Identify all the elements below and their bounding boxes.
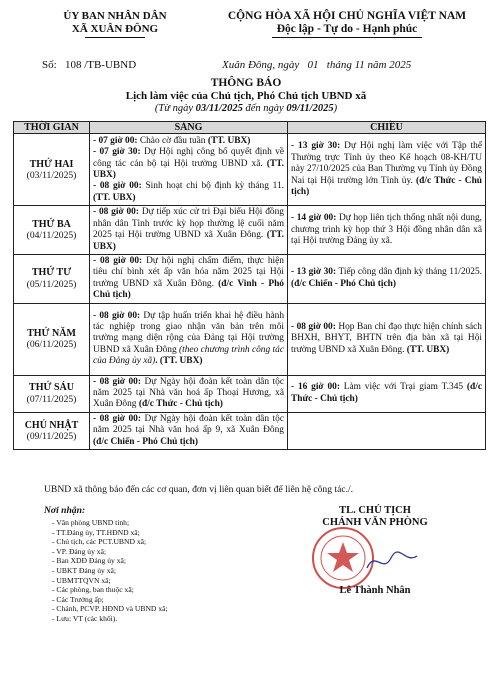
schedule-item (93, 207, 284, 253)
item-text: Dự Ngày hội đoàn kết toàn dân tộc năm 2025 tại Nhà văn hoá ấp Thoại Hương, xã Xuân Đông (93, 376, 284, 410)
recipient-item: - VP. Đảng ủy xã; (52, 546, 107, 556)
item-lead: (đ/c Thức - Chủ tịch) (291, 382, 482, 404)
table-row (14, 412, 486, 449)
afternoon-cell (288, 375, 486, 412)
item-time: - 08 giờ 00: (93, 256, 143, 267)
item-lead: (đ/c Chiến - Phó Chủ tịch) (93, 436, 198, 447)
schedule-item (93, 136, 284, 147)
day-name: THỨ BA (32, 218, 71, 230)
afternoon-cell (288, 134, 486, 206)
document-number (42, 59, 136, 71)
day-name: CHỦ NHẬT (24, 419, 79, 431)
day-date: (04/11/2025) (26, 230, 77, 242)
day-cell (14, 412, 90, 449)
official-seal (305, 520, 425, 595)
item-lead: (đ/c Thức - Chủ tịch) (138, 399, 223, 410)
schedule-item (291, 382, 482, 405)
table-row (14, 206, 486, 255)
item-lead: (đ/c Chiến - Phó Chủ tịch) (291, 278, 396, 289)
day-name: THỨ SÁU (29, 382, 74, 394)
recipients-list (52, 518, 168, 624)
day-name: THỨ NĂM (27, 327, 76, 339)
national-motto (212, 10, 482, 38)
range-close: ) (333, 103, 338, 114)
item-lead: (TT. UBX) (93, 192, 136, 203)
signature-block (310, 505, 440, 529)
header-time: THỜI GIAN (14, 122, 90, 134)
schedule-item (93, 377, 284, 411)
morning-cell (90, 303, 288, 375)
item-time: - 08 giờ 00: (93, 310, 141, 321)
item-lead: (đ/c Thức - Chủ tịch) (291, 175, 482, 198)
sign-line-1: TL. CHỦ TỊCH (339, 505, 411, 516)
number-label: Số: (42, 59, 57, 71)
item-lead: . (TT. UBX) (155, 356, 203, 367)
item-time: - 14 giờ 00: (291, 213, 337, 224)
recipient-item: - Lưu: VT (các khối). (52, 613, 118, 623)
item-lead: (TT. UBX) (93, 230, 284, 252)
agency-line-1: ỦY BAN NHÂN DÂN (63, 10, 167, 22)
morning-cell (90, 412, 288, 449)
schedule-item (291, 213, 482, 247)
table-header-row (14, 122, 486, 134)
schedule-table (13, 121, 486, 450)
morning-cell (90, 134, 288, 206)
item-text: Dự hội nghị chấm điểm, thực hiện tiêu chí bình xét ấp văn hóa năm 2025 tại Hội trường UBND xã Xuân Đông. (93, 256, 284, 289)
table-row (14, 375, 486, 412)
nation-line-1: CỘNG HÒA XÃ HỘI CHỦ NGHĨA VIỆT NAM (227, 10, 467, 22)
item-time: - 07 giờ 30: (93, 147, 141, 158)
document-title: THÔNG BÁO (210, 77, 282, 89)
item-text: Họp Ban chỉ đạo thực hiện chính sách BHXH, BHYT, BHTN trên địa bàn xã tại Hội trường UBND xã Xuân Đông. (291, 322, 482, 355)
date-day: 01 (307, 59, 319, 71)
item-time: - 13 giờ 30: (291, 141, 341, 152)
number-suffix: /TB-UBND (84, 59, 137, 71)
item-text: Dự tập huấn triển khai hệ điều hành tác nghiệp trong giao nhận văn bản trên môi trường mạng diện rộng của Đảng tại Hội trường UBND xã Xuân Đông (93, 310, 285, 355)
date-month-year: tháng 11 năm 2025 (326, 59, 412, 71)
afternoon-cell (288, 255, 486, 304)
sign-line-2: CHÁNH VĂN PHÒNG (322, 517, 428, 528)
recipient-item: - Các Trưởng ấp; (52, 594, 104, 604)
schedule-item (291, 141, 482, 198)
recipient-item: - Văn phòng UBND tỉnh; (52, 518, 130, 527)
issuing-agency (40, 10, 190, 38)
day-name: THỨ HAI (29, 158, 74, 170)
morning-cell (90, 255, 288, 304)
schedule-item (291, 267, 482, 290)
range-from: 03/11/2025 (195, 103, 243, 114)
schedule-item (93, 256, 284, 302)
day-date: (07/11/2025) (26, 393, 77, 405)
number-value: 108 (64, 59, 82, 71)
day-date: (06/11/2025) (26, 339, 77, 351)
nation-line-2: Độc lập - Tự do - Hạnh phúc (276, 23, 418, 35)
header-afternoon: CHIỀU (288, 122, 486, 134)
item-text: Dự họp liên tịch thống nhất nội dung, chương trình kỳ họp thứ 3 Hội đồng nhân dân xã tại Hội trường Đảng ủy xã. (291, 213, 482, 246)
table-row (14, 303, 486, 375)
item-time: - 13 giờ 30: (291, 267, 337, 278)
range-to: 09/11/2025 (286, 103, 334, 114)
range-open: (Từ ngày (154, 103, 196, 114)
afternoon-cell (288, 206, 486, 255)
day-name: THỨ TƯ (31, 267, 72, 279)
item-lead: (TT. UBX) (406, 344, 450, 355)
item-text: Tiếp công dân định kỳ tháng 11/2025. (336, 267, 482, 278)
item-note: (theo chương trình công tác của Đảng ủy xã) (93, 344, 284, 367)
item-text: Sinh hoạt chi bộ định kỳ tháng 11. (141, 181, 285, 192)
recipient-item: - Ban XDĐ Đảng ủy xã; (52, 556, 127, 566)
date-place: Xuân Đông, ngày (222, 59, 300, 71)
schedule-item (93, 311, 284, 368)
document-subtitle: Lịch làm việc của Chủ tịch, Phó Chủ tịch UBND xã (125, 90, 367, 102)
item-text: Chào cờ đầu tuần (137, 135, 208, 146)
recipient-item: - Các phòng, ban thuộc xã; (52, 585, 134, 595)
item-lead: (TT. UBX) (93, 158, 284, 180)
afternoon-cell (288, 412, 486, 449)
morning-cell (90, 375, 288, 412)
schedule-item (93, 181, 284, 204)
item-time: - 08 giờ 00: (93, 376, 141, 387)
day-cell (14, 375, 90, 412)
table-row (14, 134, 486, 206)
recipient-item: - Chủ tịch, các PCT.UBND xã; (52, 537, 147, 547)
item-text: Dự Hội nghị làm việc với Tập thể Thường trực Tỉnh ủy theo Kế hoạch 08-KH/TU này 27/10/2025 của Ban Thường vụ Tỉnh ủy Đồng Nai tại Hội trường lớn Tỉnh ủy. (291, 141, 482, 186)
document-date (222, 59, 411, 71)
item-time: - 08 giờ 00: (93, 207, 139, 218)
recipient-item: - Chánh, PCVP. HĐND và UBND xã; (52, 604, 168, 614)
motto-underline (272, 37, 422, 38)
agency-underline (85, 37, 145, 38)
item-time: - 08 giờ 00: (93, 413, 141, 424)
item-lead: (đ/c Vinh - Phó Chủ tịch) (93, 278, 284, 301)
item-lead: (TT. UBX) (207, 135, 251, 146)
morning-cell (90, 206, 288, 255)
header-morning: SÁNG (90, 122, 288, 134)
item-time: - 08 giờ 00: (291, 322, 336, 333)
item-time: - 08 giờ 00: (93, 181, 142, 192)
recipient-item: - UBKT Đảng ủy xã; (52, 565, 116, 575)
day-cell (14, 303, 90, 375)
signer-name: Lê Thành Nhân (339, 585, 411, 596)
schedule-item (93, 147, 284, 181)
item-text: Làm việc với Trại giam T.345 (339, 382, 467, 393)
date-range (0, 103, 492, 114)
recipient-item: - UBMTTQVN xã; (52, 575, 111, 585)
recipients-title: Nơi nhận: (44, 505, 86, 516)
schedule-item (93, 414, 284, 448)
schedule-item (291, 322, 482, 356)
item-text: Dự Ngày hội đoàn kết toàn dân tộc năm 2025 tại Nhà văn hoá ấp 9, xã Xuân Đông (93, 413, 284, 436)
day-date: (09/11/2025) (26, 430, 77, 442)
item-time: - 07 giờ 00: (93, 135, 138, 146)
recipient-item: - TT.Đảng ủy, TT.HĐND xã; (52, 527, 140, 537)
table-row (14, 255, 486, 304)
item-text: Dự tiếp xúc cử tri Đại biểu Hội đồng nhân dân Tỉnh trước kỳ họp thường lệ cuối năm 2025 tại Hội trường UBND xã Xuân Đông. (93, 207, 284, 241)
day-date: (03/11/2025) (26, 169, 77, 181)
item-text: Dự Hội nghị công bố quyết định về công tác cán bộ tại Hội trường UBND xã. (93, 147, 284, 169)
day-cell (14, 134, 90, 206)
day-cell (14, 255, 90, 304)
range-mid: đến ngày (242, 103, 287, 114)
closing-notice: UBND xã thông báo đến các cơ quan, đơn vị liên quan biết để liên hệ công tác./. (44, 484, 354, 495)
day-date: (05/11/2025) (26, 278, 77, 290)
day-cell (14, 206, 90, 255)
item-time: - 16 giờ 00: (291, 382, 340, 393)
afternoon-cell (288, 303, 486, 375)
agency-line-2: XÃ XUÂN ĐÔNG (71, 23, 159, 35)
